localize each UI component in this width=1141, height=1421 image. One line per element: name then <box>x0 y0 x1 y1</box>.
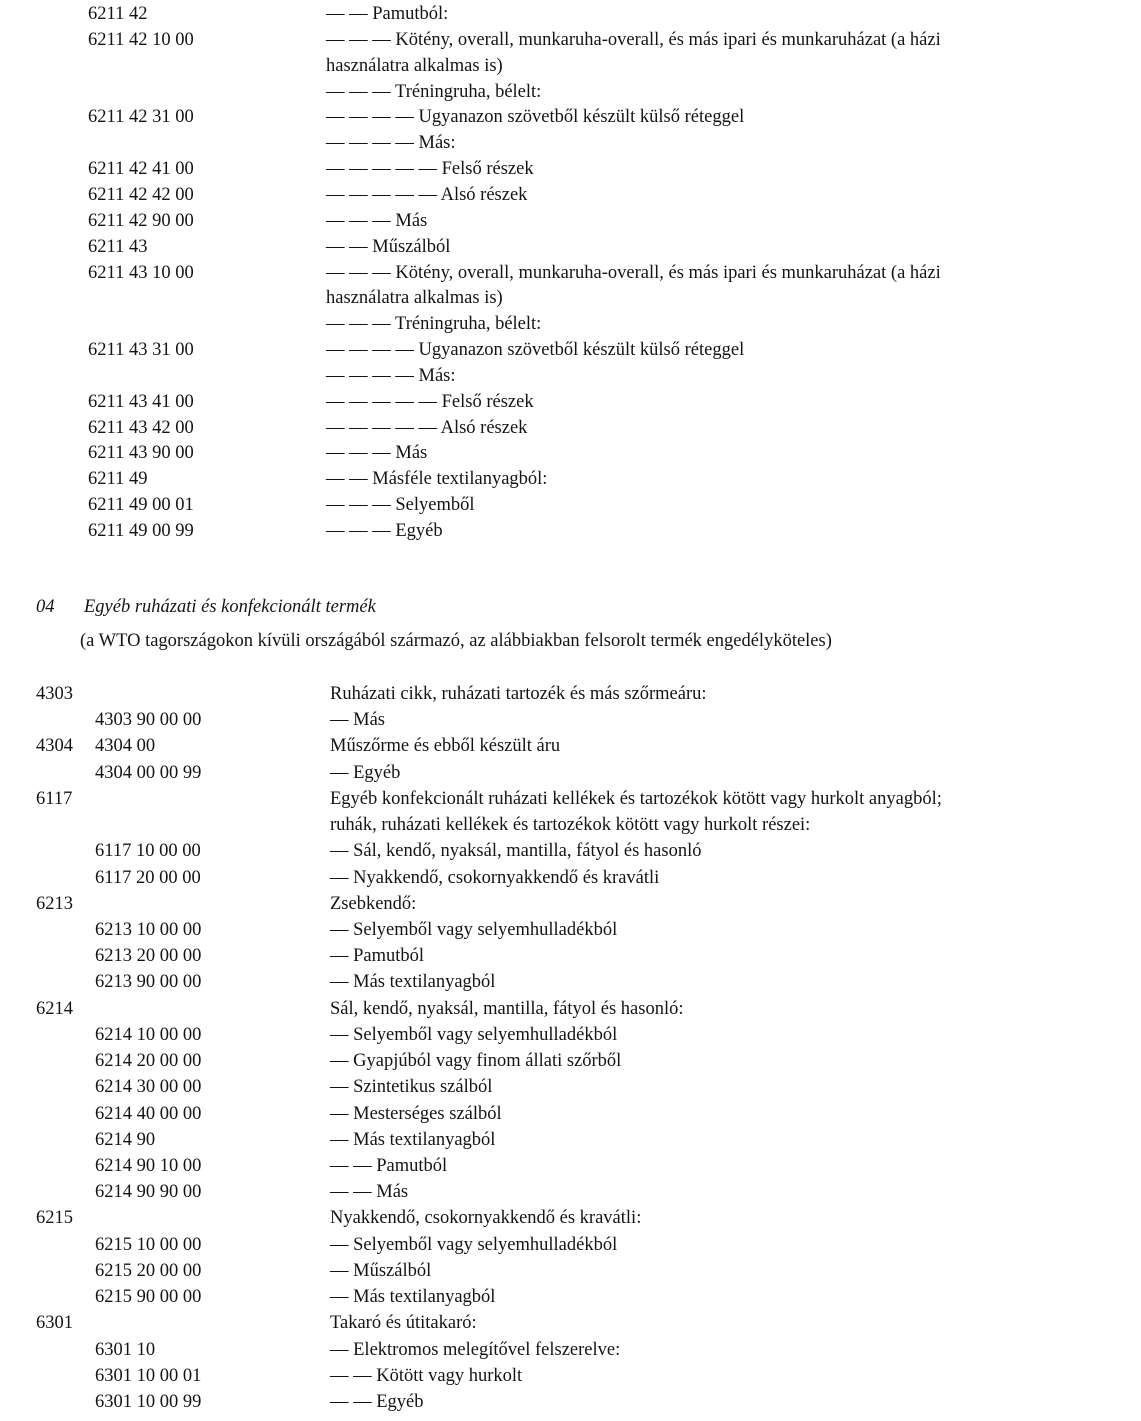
tariff-description: — Más textilanyagból <box>330 1287 496 1308</box>
tariff-code: 6215 20 00 00 <box>95 1260 202 1281</box>
tariff-code: 6214 90 <box>95 1129 156 1150</box>
tariff-code: 6211 43 42 00 <box>88 417 194 438</box>
table-row <box>0 1205 1141 1231</box>
table-row <box>0 260 1141 286</box>
tariff-description: — Elektromos melegítővel felszerelve: <box>330 1339 621 1360</box>
section-note: (a WTO tagországokon kívüli országából származó, az alábbiakban felsorolt termék engedélyköteles) <box>80 631 832 651</box>
tariff-code: 6211 43 41 00 <box>88 391 194 412</box>
tariff-code: 6301 10 00 01 <box>95 1365 202 1386</box>
tariff-code: 6211 42 42 00 <box>88 184 194 205</box>
heading-code: 6213 <box>36 893 73 914</box>
table-row <box>0 234 1141 260</box>
tariff-code: 6211 42 10 00 <box>88 29 194 50</box>
tariff-description: — Mesterséges szálból <box>330 1103 502 1124</box>
tariff-description: — Műszálból <box>330 1260 432 1281</box>
tariff-code: 6211 43 31 00 <box>88 340 194 361</box>
tariff-code: 6213 10 00 00 <box>95 919 202 940</box>
tariff-code: 6211 49 <box>88 469 148 490</box>
section-title: Egyéb ruházati és konfekcionált termék <box>84 597 376 617</box>
tariff-description: — Selyemből vagy selyemhulladékból <box>330 1234 618 1255</box>
tariff-description: Zsebkendő: <box>330 893 417 914</box>
table-row <box>0 917 1141 943</box>
tariff-code: 6214 40 00 00 <box>95 1103 202 1124</box>
tariff-description: — — — Más <box>326 210 428 231</box>
table-row <box>0 1022 1141 1048</box>
table-row <box>0 1153 1141 1179</box>
section-number: 04 <box>36 597 55 617</box>
tariff-description: — Pamutból <box>330 946 425 967</box>
table-row <box>0 156 1141 182</box>
tariff-description: — — — Kötény, overall, munkaruha-overall, és más ipari és munkaruházat (a házi <box>326 29 941 50</box>
table-row <box>0 838 1141 864</box>
tariff-description: — — — Egyéb <box>326 521 443 541</box>
table-row <box>0 466 1141 492</box>
tariff-code: 6117 20 00 00 <box>95 867 201 888</box>
table-row <box>0 1232 1141 1258</box>
table-row <box>0 440 1141 466</box>
table-row <box>0 733 1141 759</box>
tariff-description: — — — — Más: <box>326 133 456 154</box>
table-row <box>0 1337 1141 1363</box>
tariff-code: 6214 90 10 00 <box>95 1155 202 1176</box>
table-row <box>0 130 1141 156</box>
tariff-code: 6211 42 31 00 <box>88 107 194 128</box>
tariff-code: 6211 42 <box>88 4 148 24</box>
tariff-description: — Más textilanyagból <box>330 1129 496 1150</box>
tariff-code: 6214 10 00 00 <box>95 1024 202 1045</box>
table-row <box>0 1127 1141 1153</box>
table-row <box>0 1310 1141 1336</box>
tariff-description: — — Pamutból <box>330 1155 448 1176</box>
tariff-code: 4303 90 00 00 <box>95 710 202 731</box>
tariff-description: használatra alkalmas is) <box>326 55 503 76</box>
table-row <box>0 891 1141 917</box>
table-row <box>0 104 1141 130</box>
tariff-description: Sál, kendő, nyaksál, mantilla, fátyol és hasonló: <box>330 998 684 1019</box>
tariff-description: — — — — Ugyanazon szövetből készült külső réteggel <box>326 340 745 361</box>
tariff-code: 6215 90 00 00 <box>95 1287 202 1308</box>
tariff-description: ruhák, ruházati kellékek és tartozékok kötött vagy hurkolt részei: <box>330 815 811 836</box>
table-row <box>0 865 1141 891</box>
table-row <box>0 79 1141 105</box>
heading-code: 6301 <box>36 1313 73 1334</box>
tariff-description: — — — — — Felső részek <box>326 391 534 412</box>
table-row <box>0 1 1141 27</box>
table-row <box>0 760 1141 786</box>
section-heading <box>36 594 376 620</box>
table-row <box>0 1074 1141 1100</box>
table-row <box>0 182 1141 208</box>
table-row <box>0 27 1141 53</box>
tariff-description: — — — Tréningruha, bélelt: <box>326 81 542 102</box>
table-row <box>0 943 1141 969</box>
tariff-description: — — Más <box>330 1182 409 1203</box>
tariff-code: 6211 49 00 99 <box>88 521 194 541</box>
tariff-code: 4304 00 <box>95 736 156 757</box>
table-row <box>0 1048 1141 1074</box>
table-row <box>0 311 1141 337</box>
table-row <box>0 363 1141 389</box>
tariff-description: — — Másféle textilanyagból: <box>326 469 548 490</box>
table-row <box>0 1179 1141 1205</box>
tariff-description: — Nyakkendő, csokornyakkendő és kravátli <box>330 867 660 888</box>
tariff-description: — — — — Ugyanazon szövetből készült külső réteggel <box>326 107 745 128</box>
tariff-code: 6214 90 90 00 <box>95 1182 202 1203</box>
heading-code: 6117 <box>36 788 73 809</box>
tariff-description: — — — Selyemből <box>326 495 475 516</box>
table-row <box>0 415 1141 441</box>
table-row <box>0 1363 1141 1389</box>
heading-code: 4304 <box>36 736 73 757</box>
tariff-description: — — Műszálból <box>326 236 451 257</box>
tariff-description: — Selyemből vagy selyemhulladékból <box>330 919 618 940</box>
table-row <box>0 1258 1141 1284</box>
table-row <box>0 786 1141 812</box>
table-row <box>0 1389 1141 1415</box>
tariff-code: 6211 42 41 00 <box>88 159 194 180</box>
tariff-code: 6213 90 00 00 <box>95 972 202 993</box>
table-row <box>0 969 1141 995</box>
tariff-description: Takaró és útitakaró: <box>330 1313 477 1334</box>
heading-code: 6215 <box>36 1208 73 1229</box>
tariff-code: 6213 20 00 00 <box>95 946 202 967</box>
tariff-description: — Egyéb <box>330 762 401 783</box>
table-row <box>0 1284 1141 1310</box>
table-row <box>0 337 1141 363</box>
tariff-code: 6214 30 00 00 <box>95 1077 202 1098</box>
tariff-code: 6301 10 00 99 <box>95 1391 202 1412</box>
tariff-code: 6211 43 10 00 <box>88 262 194 283</box>
table-row <box>0 707 1141 733</box>
table-row <box>0 1101 1141 1127</box>
tariff-description: — — Kötött vagy hurkolt <box>330 1365 523 1386</box>
tariff-code: 6117 10 00 00 <box>95 841 201 862</box>
table-row <box>0 285 1141 311</box>
tariff-description: — — — — — Alsó részek <box>326 184 528 205</box>
tariff-description: használatra alkalmas is) <box>326 288 503 309</box>
tariff-description: — Selyemből vagy selyemhulladékból <box>330 1024 618 1045</box>
tariff-description: Nyakkendő, csokornyakkendő és kravátli: <box>330 1208 642 1229</box>
heading-code: 4303 <box>36 684 73 704</box>
tariff-description: — Szintetikus szálból <box>330 1077 493 1098</box>
table-row <box>0 996 1141 1022</box>
table-row <box>0 812 1141 838</box>
table-row <box>0 681 1141 707</box>
table-row <box>0 518 1141 544</box>
tariff-description: Műszőrme és ebből készült áru <box>330 736 561 757</box>
tariff-description: — — — — — Felső részek <box>326 159 534 180</box>
tariff-code: 6301 10 <box>95 1339 156 1360</box>
tariff-code: 6211 49 00 01 <box>88 495 194 516</box>
tariff-description: — — — Tréningruha, bélelt: <box>326 314 542 335</box>
tariff-description: Ruházati cikk, ruházati tartozék és más szőrmeáru: <box>330 684 707 704</box>
table-row <box>0 389 1141 415</box>
table-row <box>0 492 1141 518</box>
heading-code: 6214 <box>36 998 73 1019</box>
tariff-description: — — Egyéb <box>330 1391 424 1412</box>
table-row <box>0 53 1141 79</box>
tariff-description: — — — — — Alsó részek <box>326 417 528 438</box>
tariff-description: — Gyapjúból vagy finom állati szőrből <box>330 1051 622 1072</box>
tariff-code: 6211 43 <box>88 236 148 257</box>
tariff-description: — — — — Más: <box>326 365 456 386</box>
tariff-description: — — Pamutból: <box>326 4 449 24</box>
tariff-description: — — — Kötény, overall, munkaruha-overall, és más ipari és munkaruházat (a házi <box>326 262 941 283</box>
tariff-code: 6211 43 90 00 <box>88 443 194 464</box>
table-row <box>0 208 1141 234</box>
tariff-description: Egyéb konfekcionált ruházati kellékek és tartozékok kötött vagy hurkolt anyagból; <box>330 788 942 809</box>
tariff-description: — Más <box>330 710 385 731</box>
tariff-description: — Sál, kendő, nyaksál, mantilla, fátyol és hasonló <box>330 841 702 862</box>
tariff-description: — Más textilanyagból <box>330 972 496 993</box>
tariff-description: — — — Más <box>326 443 428 464</box>
tariff-code: 6211 42 90 00 <box>88 210 194 231</box>
tariff-code: 6215 10 00 00 <box>95 1234 202 1255</box>
tariff-code: 4304 00 00 99 <box>95 762 202 783</box>
tariff-code: 6214 20 00 00 <box>95 1051 202 1072</box>
